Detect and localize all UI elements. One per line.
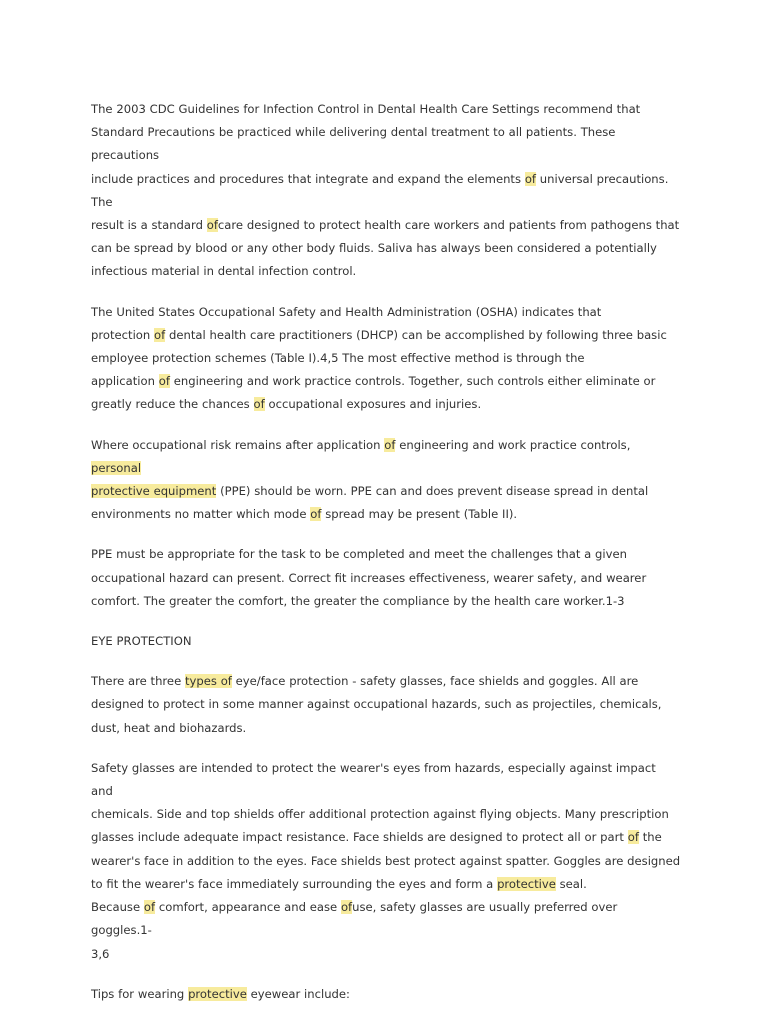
text-segment: occupational hazard can present. Correct fit increases effectiveness, wearer safety, and wearer [91,570,647,585]
highlighted-term: of [340,900,353,915]
text-line [91,480,681,503]
text-line [91,301,681,324]
text-segment: the [638,830,662,845]
text-line [91,896,681,942]
paragraph [91,543,681,613]
highlighted-term: personal [91,460,142,475]
text-segment: Tips for wearing [91,986,189,1001]
text-line [91,630,681,653]
text-segment: include practices and procedures that integrate and expand the elements [91,171,525,186]
text-line [91,757,681,803]
text-segment: chemicals. Side and top shields offer additional protection against flying objects. Many prescription [91,807,669,822]
text-segment: use, safety glasses are usually preferred over goggles.1- [91,900,618,938]
text-segment: comfort, appearance and ease [155,900,341,915]
text-segment: engineering and work practice controls, [395,437,631,452]
highlighted-term: of [143,900,156,915]
text-segment: can be spread by blood or any other body fluids. Saliva has always been considered a potentially [91,241,657,256]
paragraph [91,670,681,740]
text-segment: eye/face protection - safety glasses, face shields and goggles. All are [231,674,639,689]
highlighted-term: protective equipment [91,484,217,499]
highlighted-term: of [253,397,265,412]
text-segment: 3,6 [91,946,110,961]
text-line [91,237,681,260]
text-segment: eyewear include: [246,986,350,1001]
text-segment: occupational exposures and injuries. [264,397,482,412]
highlighted-term: types of [184,674,232,689]
text-segment: The 2003 CDC Guidelines for Infection Control in Dental Health Care Settings recommend that [91,102,641,116]
text-line [91,850,681,873]
text-segment: seal. [555,876,587,891]
highlighted-term: protective [497,876,556,891]
text-segment: PPE must be appropriate for the task to be completed and meet the challenges that a given [91,547,627,562]
text-segment: care designed to protect health care workers and patients from pathogens that [217,218,680,233]
text-line [91,567,681,590]
text-segment: EYE PROTECTION [91,634,192,649]
text-segment: glasses include adequate impact resistance. Face shields are designed to protect all or part [91,830,628,845]
text-line [91,260,681,283]
text-segment: employee protection schemes (Table I).4,5 The most effective method is through the [91,351,585,366]
text-line [91,393,681,416]
paragraph [91,757,681,966]
text-line [91,324,681,347]
text-line [91,873,681,896]
text-segment: Because [91,900,144,915]
text-line [91,803,681,826]
document-page [91,98,681,1023]
text-line [91,214,681,237]
text-segment: (PPE) should be worn. PPE can and does prevent disease spread in dental [216,484,649,499]
highlighted-term: protective [188,986,247,1001]
text-segment: infectious material in dental infection control. [91,264,357,279]
text-segment: There are three [91,674,185,689]
text-line [91,370,681,393]
paragraph [91,98,681,284]
text-segment: greatly reduce the chances [91,397,254,412]
text-line [91,121,681,167]
text-line [91,98,681,121]
paragraph [91,301,681,417]
text-line [91,168,681,214]
text-line [91,434,681,480]
text-segment: environments no matter which mode [91,507,311,522]
text-segment: engineering and work practice controls. Together, such controls either eliminate or [169,374,656,389]
text-line [91,670,681,693]
text-segment: designed to protect in some manner against occupational hazards, such as projectiles, chemicals, [91,697,662,712]
text-line [91,543,681,566]
text-segment: The United States Occupational Safety and Health Administration (OSHA) indicates that [91,304,602,319]
text-segment: universal precautions. The [91,171,669,209]
section-heading [91,630,681,653]
highlighted-term: of [158,374,170,389]
text-line [91,347,681,370]
text-segment: comfort. The greater the comfort, the greater the compliance by the health care worker.1-3 [91,593,625,608]
text-line [91,590,681,613]
text-segment: Safety glasses are intended to protect the wearer's eyes from hazards, especially against impact and [91,760,656,799]
paragraph [91,983,681,1006]
text-line [91,503,681,526]
highlighted-term: of [627,830,639,845]
text-segment: Standard Precautions be practiced while delivering dental treatment to all patients. These precautions [91,125,616,163]
text-line [91,943,681,966]
highlighted-term: of [310,507,322,522]
highlighted-term: of [524,171,536,186]
text-line [91,983,681,1006]
highlighted-term: of [206,218,218,233]
text-segment: dust, heat and biohazards. [91,720,247,735]
text-segment: application [91,374,159,389]
paragraph [91,434,681,527]
highlighted-term: of [154,327,166,342]
text-segment: spread may be present (Table II). [321,507,518,522]
text-line [91,717,681,740]
text-segment: result is a standard [91,218,207,233]
text-line [91,826,681,849]
highlighted-term: of [384,437,396,452]
text-line [91,693,681,716]
text-segment: wearer's face in addition to the eyes. Face shields best protect against spatter. Goggles are designed [91,853,681,868]
text-segment: Where occupational risk remains after application [91,437,385,452]
text-segment: dental health care practitioners (DHCP) can be accomplished by following three basic [165,327,667,342]
text-segment: protection [91,327,155,342]
text-segment: to fit the wearer's face immediately surrounding the eyes and form a [91,876,498,891]
